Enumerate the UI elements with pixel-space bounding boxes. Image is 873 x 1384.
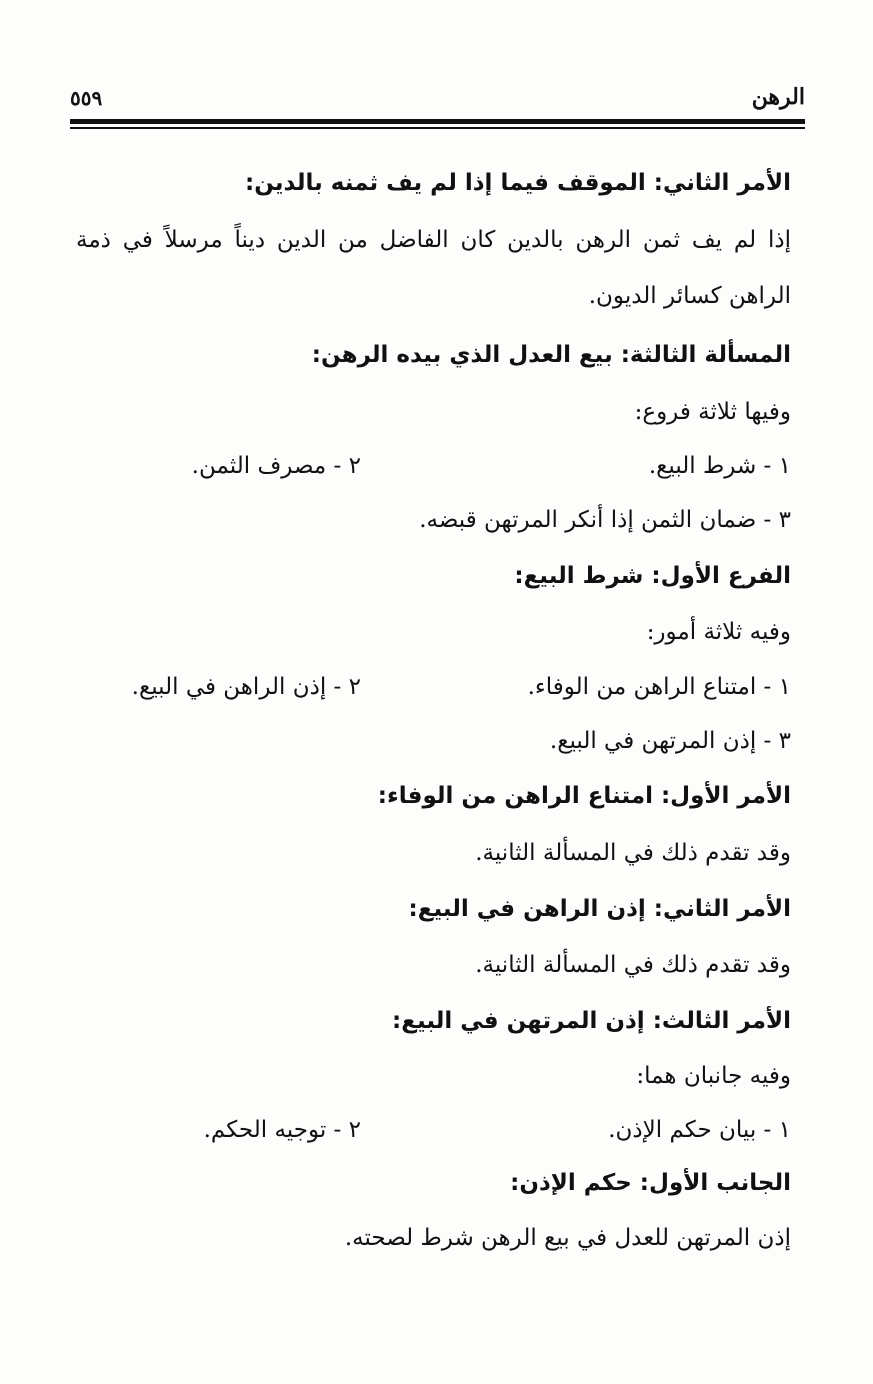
heading-third-issue: المسألة الثالثة: بيع العدل الذي بيده الرهن: xyxy=(311,342,791,368)
paragraph-line: وفيه جانبان هما: xyxy=(636,1063,791,1089)
list-item: ١ - بيان حكم الإذن. xyxy=(608,1117,791,1143)
header-rule-thick xyxy=(70,119,805,124)
paragraph-line: إذا لم يف ثمن الرهن بالدين كان الفاضل من الدين ديناً مرسلاً في ذمة xyxy=(76,227,791,253)
running-title: الرهن xyxy=(751,84,805,110)
paragraph-line: وقد تقدم ذلك في المسألة الثانية. xyxy=(475,840,791,866)
heading-second-matter: الأمر الثاني: الموقف فيما إذا لم يف ثمنه بالدين: xyxy=(245,170,791,196)
page-number: ٥٥٩ xyxy=(70,86,103,110)
list-item: ٣ - إذن المرتهن في البيع. xyxy=(549,728,791,754)
heading-first-branch: الفرع الأول: شرط البيع: xyxy=(514,563,791,589)
heading-third-matter: الأمر الثالث: إذن المرتهن في البيع: xyxy=(392,1008,791,1034)
list-item: ١ - شرط البيع. xyxy=(648,453,791,479)
paragraph-line: إذن المرتهن للعدل في بيع الرهن شرط لصحته. xyxy=(344,1225,791,1251)
header-rule-thin xyxy=(70,127,805,129)
paragraph-line: وفيه ثلاثة أمور: xyxy=(646,619,791,645)
heading-first-side: الجانب الأول: حكم الإذن: xyxy=(510,1170,791,1196)
heading-first-matter: الأمر الأول: امتناع الراهن من الوفاء: xyxy=(377,783,791,809)
list-row xyxy=(76,1110,791,1150)
list-row xyxy=(76,667,791,707)
list-item: ١ - امتناع الراهن من الوفاء. xyxy=(527,674,791,700)
page-header xyxy=(70,84,805,114)
list-item: ٢ - توجيه الحكم. xyxy=(203,1117,361,1143)
heading-second-matter-sale: الأمر الثاني: إذن الراهن في البيع: xyxy=(408,896,791,922)
list-item: ٢ - مصرف الثمن. xyxy=(191,453,361,479)
paragraph-line: وفيها ثلاثة فروع: xyxy=(634,399,791,425)
list-item: ٣ - ضمان الثمن إذا أنكر المرتهن قبضه. xyxy=(419,507,791,533)
paragraph-line: وقد تقدم ذلك في المسألة الثانية. xyxy=(475,952,791,978)
list-item: ٢ - إذن الراهن في البيع. xyxy=(131,674,361,700)
paragraph-line: الراهن كسائر الديون. xyxy=(588,283,791,309)
list-row xyxy=(76,446,791,486)
